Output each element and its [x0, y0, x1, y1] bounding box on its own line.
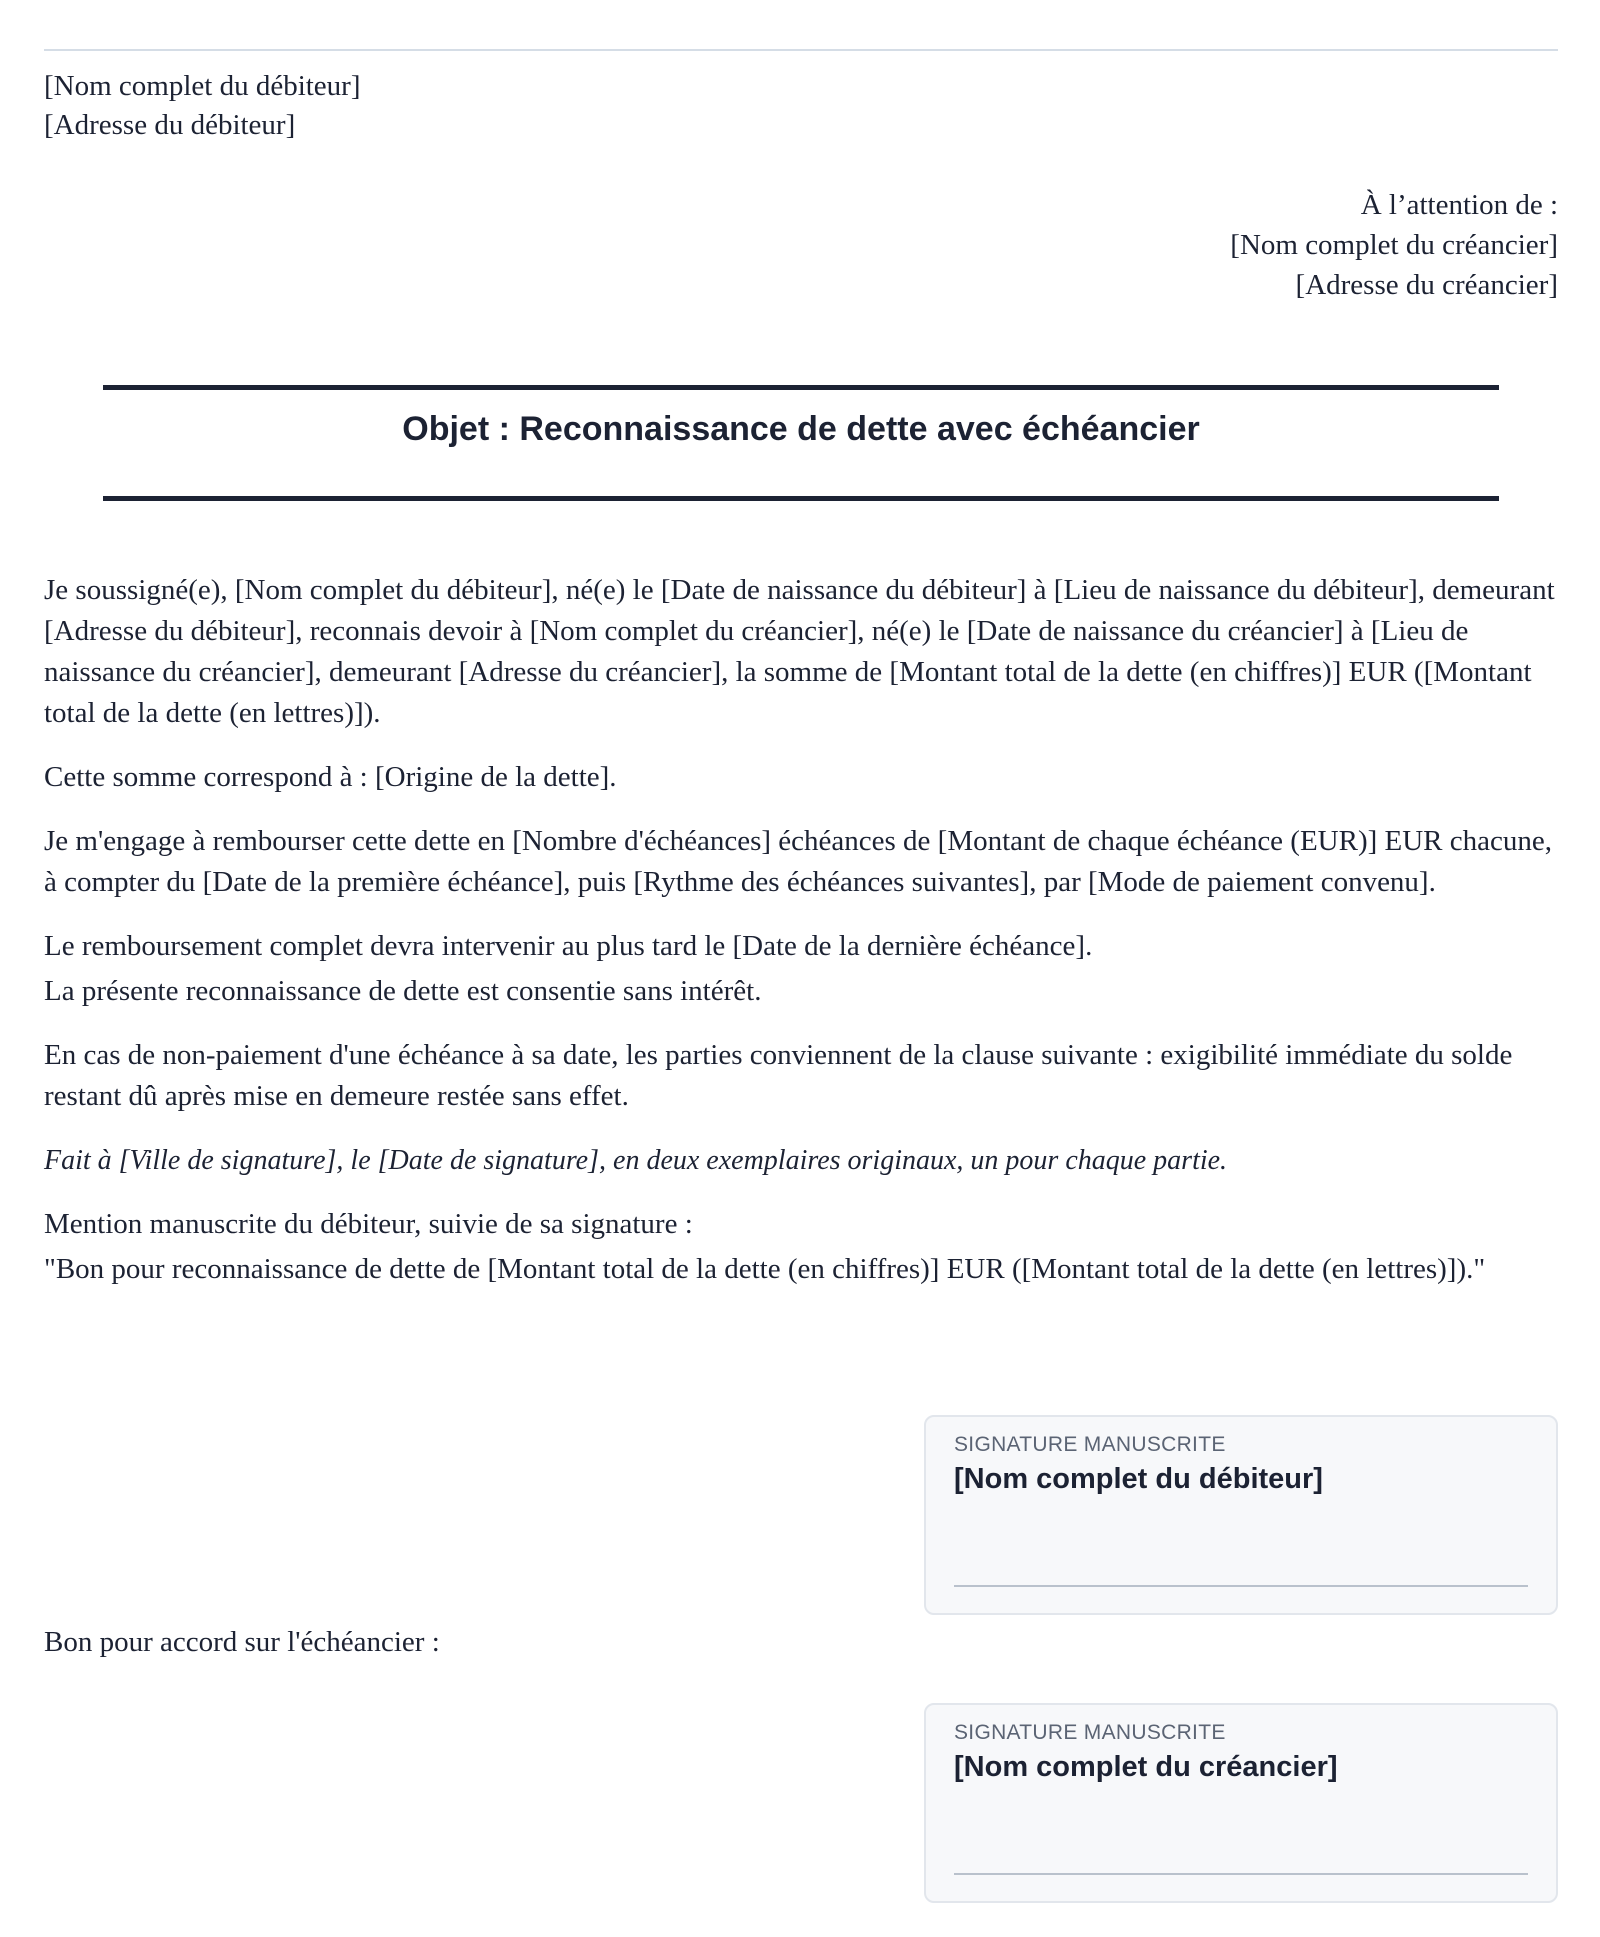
signature-caption: SIGNATURE MANUSCRITE	[954, 1433, 1226, 1456]
subject-block	[103, 385, 1499, 501]
paragraph-handwritten-mention: Mention manuscrite du débiteur, suivie de sa signature :	[44, 1208, 693, 1240]
recipient-attention: À l’attention de :	[1360, 189, 1558, 221]
schedule-agreement-label: Bon pour accord sur l'échéancier :	[44, 1626, 440, 1658]
paragraph-origin: Cette somme correspond à : [Origine de la dette].	[44, 761, 617, 793]
paragraph-deadline: Le remboursement complet devra intervenir au plus tard le [Date de la dernière échéance].	[44, 930, 1093, 962]
signature-name: [Nom complet du débiteur]	[954, 1463, 1323, 1495]
subject-bottom-rule	[103, 496, 1499, 501]
letter-body	[44, 570, 1558, 1313]
sender-address: [Adresse du débiteur]	[44, 109, 296, 141]
recipient-address: [Adresse du créancier]	[1295, 269, 1558, 301]
paragraph-default-clause: En cas de non-paiement d'une échéance à sa date, les parties conviennent de la clause suivante : exigibilité immédiate du solde restant dû après mise en demeure restée sans effet.	[44, 1039, 1513, 1112]
subject-top-rule	[103, 385, 1499, 390]
signature-line	[954, 1585, 1528, 1587]
signature-caption: SIGNATURE MANUSCRITE	[954, 1721, 1226, 1744]
paragraph-signature-place-date: Fait à [Ville de signature], le [Date de signature], en deux exemplaires originaux, un pour chaque partie.	[44, 1145, 1228, 1176]
recipient-name: [Nom complet du créancier]	[1230, 229, 1558, 261]
paragraph-interest: La présente reconnaissance de dette est consentie sans intérêt.	[44, 975, 762, 1007]
top-divider	[44, 49, 1558, 51]
paragraph-schedule: Je m'engage à rembourser cette dette en [Nombre d'échéances] échéances de [Montant de chaque échéance (EUR)] EUR chacune, à compter du [Date de la première échéance], puis [Rythme des échéances suivantes], par [Mode de paiement convenu].	[44, 825, 1553, 898]
debtor-signature-box[interactable]	[924, 1415, 1558, 1615]
paragraph-good-for: "Bon pour reconnaissance de dette de [Montant total de la dette (en chiffres)] EUR ([Montant total de la dette (en lettres)])."	[44, 1253, 1486, 1285]
sender-name: [Nom complet du débiteur]	[44, 70, 361, 102]
paragraph-acknowledgement: Je soussigné(e), [Nom complet du débiteur], né(e) le [Date de naissance du débiteur] à [Lieu de naissance du débiteur], demeurant [Adresse du débiteur], reconnais devoir à [Nom complet du créancier], né(e) le [Date de naissance du créancier] à [Lieu de naissance du créancier], demeurant [Adresse du créancier], la somme de [Montant total de la dette (en chiffres)] EUR ([Montant total de la dette (en lettres)]).	[44, 574, 1555, 729]
subject-title: Objet : Reconnaissance de dette avec échéancier	[402, 410, 1200, 448]
recipient-block	[1230, 185, 1558, 305]
signature-name: [Nom complet du créancier]	[954, 1751, 1338, 1783]
signature-line	[954, 1873, 1528, 1875]
creditor-signature-box[interactable]	[924, 1703, 1558, 1903]
sender-block	[44, 67, 361, 145]
